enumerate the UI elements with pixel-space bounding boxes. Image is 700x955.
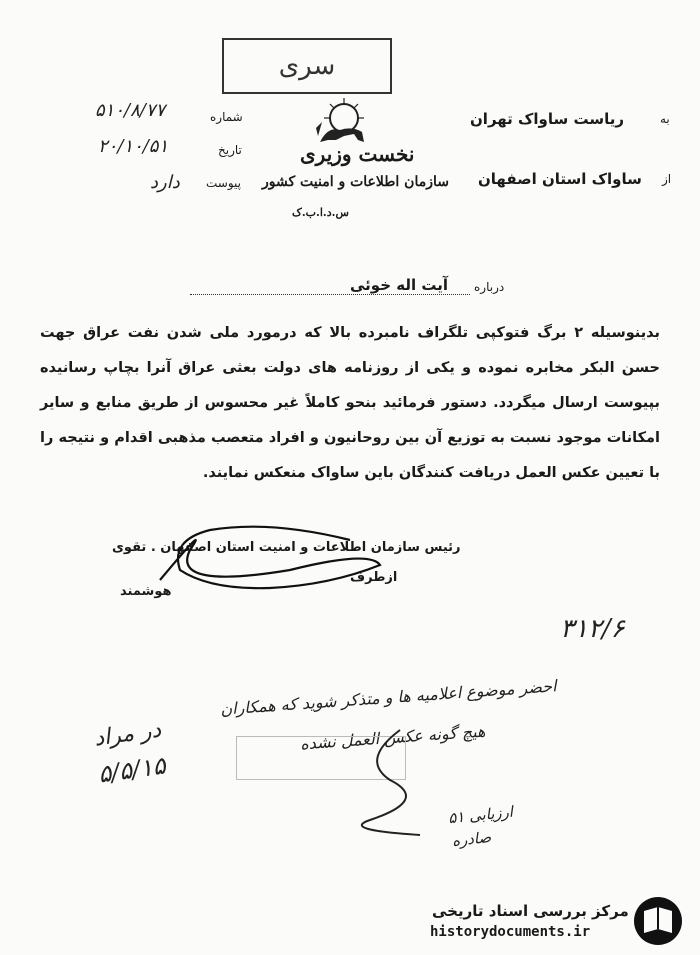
watermark-org-name: مرکز بررسی اسناد تاریخی <box>432 902 629 920</box>
org-main: سازمان اطلاعات و امنیت کشور <box>262 174 449 190</box>
letter-body: بدینوسیله ۲ برگ فتوکپی تلگراف نامبرده بالا که درمورد ملی شدن نفت عراق جهت حسن البکر مخابره نموده و یکی از روزنامه های دولت بعثی عراق آنرا بچاپ رسانیده بپیوست ارسال میگردد. دستور فرمائید بنحو کاملاً غیر محسوس از طریق منابع و سایر امکانات موجود نسبت به توزیع آن بین روحانیون و افراد متعصب مذهبی اقدام و نتیجه را با تعیین عکس العمل دریافت کنندگان باین ساواک منعکس نمایند. <box>40 325 660 481</box>
number-value: ۵۱۰/۸/۷۷ <box>95 100 166 121</box>
signature-for: ازطرف <box>350 570 398 585</box>
attachment-value: دارد <box>150 172 180 193</box>
org-code: س.د.ا.ب.ک <box>292 206 349 219</box>
handwritten-ref: ۳۱۲/۶ <box>560 614 625 644</box>
classification-stamp-label: سری <box>278 51 336 81</box>
watermark-book-icon <box>632 895 684 947</box>
handwritten-note-line2: هیچ گونه عکس العمل نشده <box>299 721 486 754</box>
subject-label: درباره <box>474 280 505 294</box>
signature-name: هوشمند <box>120 584 172 599</box>
handwritten-scribble-icon <box>300 720 450 840</box>
from-label: از <box>662 172 672 186</box>
signature-title: رئیس سازمان اطلاعات و امنیت استان اصفهان . تقوی <box>112 540 461 555</box>
bottom-note-2: صادره <box>451 828 492 850</box>
attachment-label: پیوست <box>206 176 241 190</box>
watermark-url: historydocuments.ir <box>430 924 591 940</box>
number-label: شماره <box>210 110 243 124</box>
side-note-1: در مراد <box>92 717 163 752</box>
date-label: تاریخ <box>218 143 242 157</box>
from-value: ساواک استان اصفهان <box>478 170 642 188</box>
side-note-2: ۵/۵/۱۵ <box>96 751 168 789</box>
classification-stamp <box>222 38 392 94</box>
handwritten-note-line1: احضر موضوع اعلامیه ها و متذکر شوید که همکاران <box>219 676 558 719</box>
org-top: نخست وزیری <box>300 142 415 166</box>
date-value: ۲۰/۱۰/۵۱ <box>98 136 169 157</box>
subject-value: آیت اله خوئی <box>350 276 448 294</box>
to-label: به <box>660 112 670 126</box>
bottom-note-1: ارزیابی ۵۱ <box>447 802 514 828</box>
signature-scribble-icon <box>150 510 390 600</box>
subject-dotted-line <box>190 294 470 295</box>
to-value: ریاست ساواک تهران <box>470 110 624 128</box>
